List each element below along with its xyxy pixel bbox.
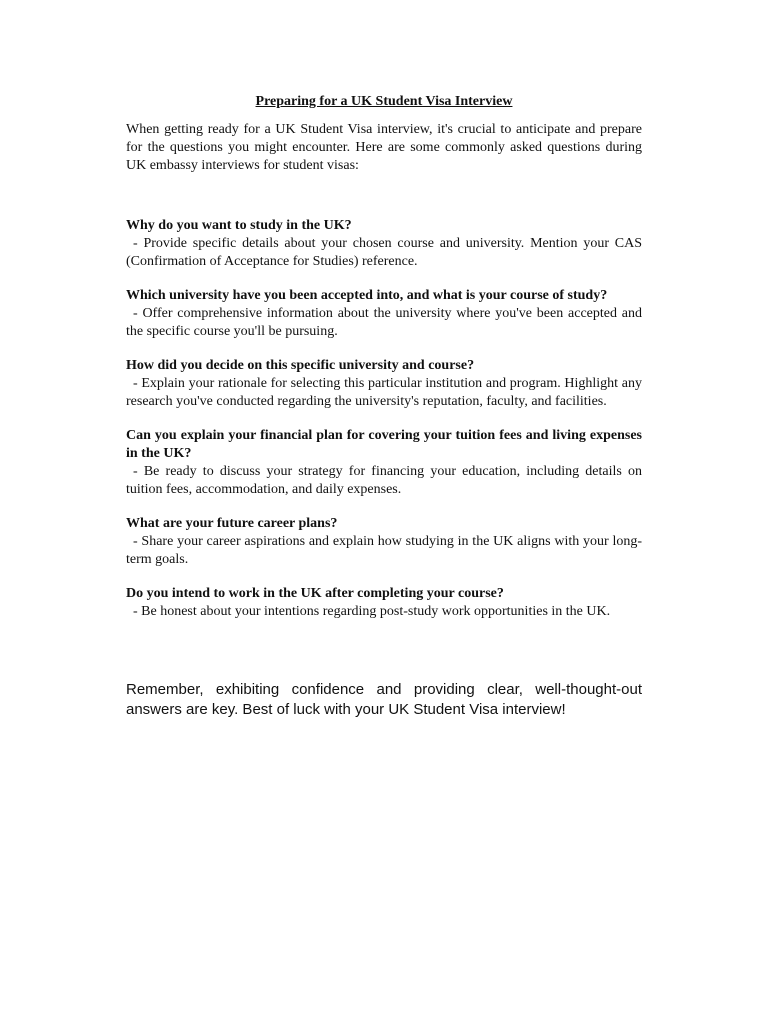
- question-item: [126, 357, 642, 411]
- question-item: [126, 585, 642, 621]
- answer-text: - Be honest about your intentions regarding post-study work opportunities in the UK.: [133, 604, 611, 619]
- answer-text: - Share your career aspirations and explain how studying in the UK aligns with your long-term goals.: [126, 534, 642, 567]
- question-item: [126, 287, 642, 341]
- answer-text: - Explain your rationale for selecting this particular institution and program. Highlight any research you've conducted regarding the university's reputation, faculty, and facilities.: [126, 376, 642, 409]
- question-list: [126, 217, 642, 621]
- question-heading: Which university have you been accepted into, and what is your course of study?: [126, 288, 608, 303]
- answer-text: - Provide specific details about your chosen course and university. Mention your CAS (Confirmation of Acceptance for Studies) reference.: [126, 236, 642, 269]
- intro-paragraph: When getting ready for a UK Student Visa interview, it's crucial to anticipate and prepare for the questions you might encounter. Here are some commonly asked questions during UK embassy interviews for student visas:: [126, 122, 642, 173]
- question-heading: How did you decide on this specific university and course?: [126, 358, 475, 373]
- answer-text: - Be ready to discuss your strategy for financing your education, including details on tuition fees, accommodation, and daily expenses.: [126, 464, 642, 497]
- question-item: [126, 427, 642, 499]
- document-title: [126, 93, 642, 111]
- document-title-text: Preparing for a UK Student Visa Interview: [255, 94, 513, 109]
- question-heading: What are your future career plans?: [126, 516, 338, 531]
- answer-text: - Offer comprehensive information about the university where you've been accepted and the specific course you'll be pursuing.: [126, 306, 642, 339]
- document-body: [126, 93, 642, 637]
- question-item: [126, 217, 642, 271]
- closing-paragraph: Remember, exhibiting confidence and providing clear, well-thought-out answers are key. Best of luck with your UK Student Visa interview!: [126, 681, 642, 718]
- question-heading: Why do you want to study in the UK?: [126, 218, 352, 233]
- question-heading: Do you intend to work in the UK after completing your course?: [126, 586, 504, 601]
- question-heading: Can you explain your financial plan for covering your tuition fees and living expenses in the UK?: [126, 428, 642, 461]
- question-item: [126, 515, 642, 569]
